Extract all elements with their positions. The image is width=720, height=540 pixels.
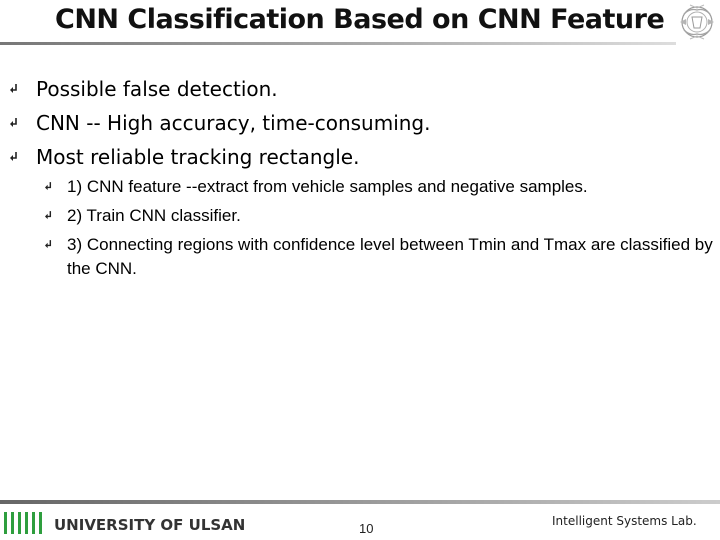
university-name: UNIVERSITY OF ULSAN [54, 516, 246, 534]
list-item [10, 140, 430, 174]
bullet-text: Possible false detection. [36, 77, 278, 101]
sub-bullet-list [45, 175, 715, 281]
university-logo-icon [4, 512, 46, 534]
footer-divider [0, 500, 720, 504]
title-divider [0, 42, 676, 45]
list-item [10, 106, 430, 140]
page-number: 10 [359, 521, 374, 536]
list-item [10, 72, 430, 106]
arrow-bullet-icon [10, 118, 19, 129]
bullet-text: Most reliable tracking rectangle. [36, 145, 360, 169]
list-item [45, 204, 715, 228]
arrow-bullet-icon [45, 182, 53, 192]
bullet-text: CNN -- High accuracy, time-consuming. [36, 111, 431, 135]
sub-bullet-text: 3) Connecting regions with confidence level between Tmin and Tmax are classified by the CNN. [67, 235, 713, 278]
arrow-bullet-icon [10, 84, 19, 95]
sub-bullet-text: 2) Train CNN classifier. [67, 206, 241, 225]
arrow-bullet-icon [45, 211, 53, 221]
list-item [45, 175, 715, 199]
main-bullet-list [10, 72, 430, 174]
arrow-bullet-icon [10, 152, 19, 163]
arrow-bullet-icon [45, 240, 53, 250]
list-item [45, 233, 715, 281]
slide-title: CNN Classification Based on CNN Feature [55, 4, 665, 35]
university-seal-icon [678, 2, 716, 42]
sub-bullet-text: 1) CNN feature --extract from vehicle samples and negative samples. [67, 177, 588, 196]
lab-name: Intelligent Systems Lab. [552, 514, 697, 528]
